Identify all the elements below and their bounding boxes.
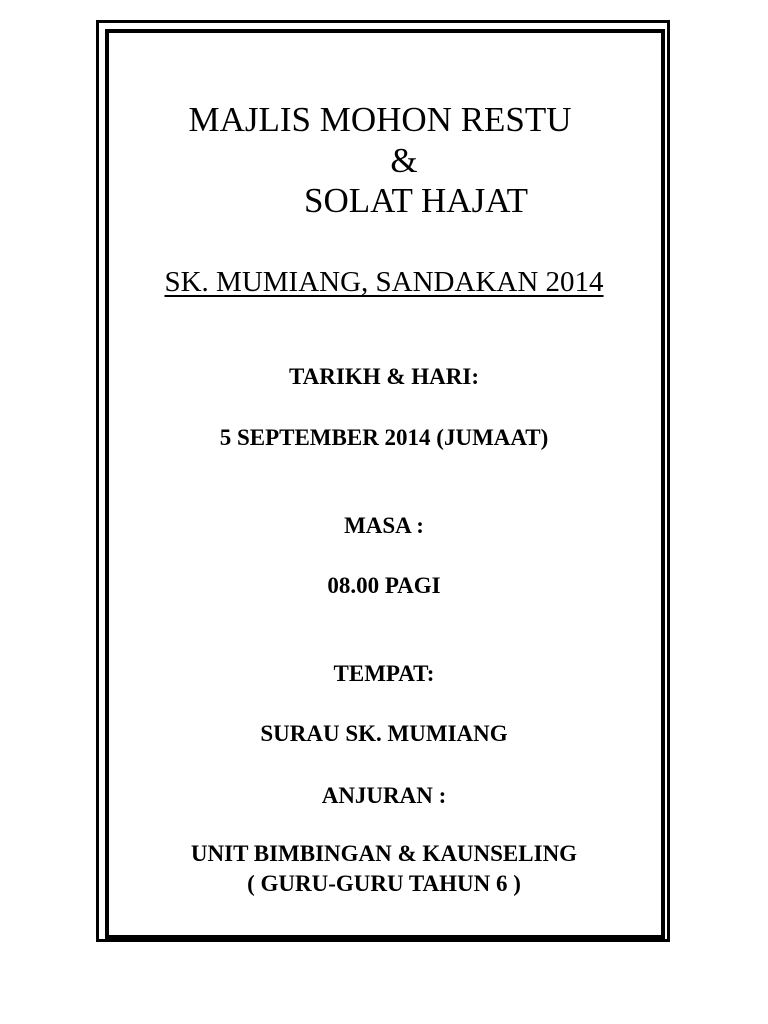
date-value: 5 SEPTEMBER 2014 (JUMAAT) xyxy=(219,425,549,450)
event-title-line2: SOLAT HAJAT xyxy=(304,181,528,220)
date-label: TARIKH & HARI: xyxy=(289,364,479,389)
time-label: MASA : xyxy=(344,513,424,538)
school-name-heading: SK. MUMIANG, SANDAKAN 2014 xyxy=(164,266,604,298)
organizer-label: ANJURAN : xyxy=(321,783,447,808)
time-value: 08.00 PAGI xyxy=(327,573,441,598)
organizer-unit: UNIT BIMBINGAN & KAUNSELING xyxy=(190,841,578,866)
event-title-ampersand: & xyxy=(390,141,418,180)
place-value: SURAU SK. MUMIANG xyxy=(260,721,508,746)
organizer-group: ( GURU-GURU TAHUN 6 ) xyxy=(247,871,521,896)
event-title-line1: MAJLIS MOHON RESTU xyxy=(188,100,572,139)
place-label: TEMPAT: xyxy=(333,661,435,686)
